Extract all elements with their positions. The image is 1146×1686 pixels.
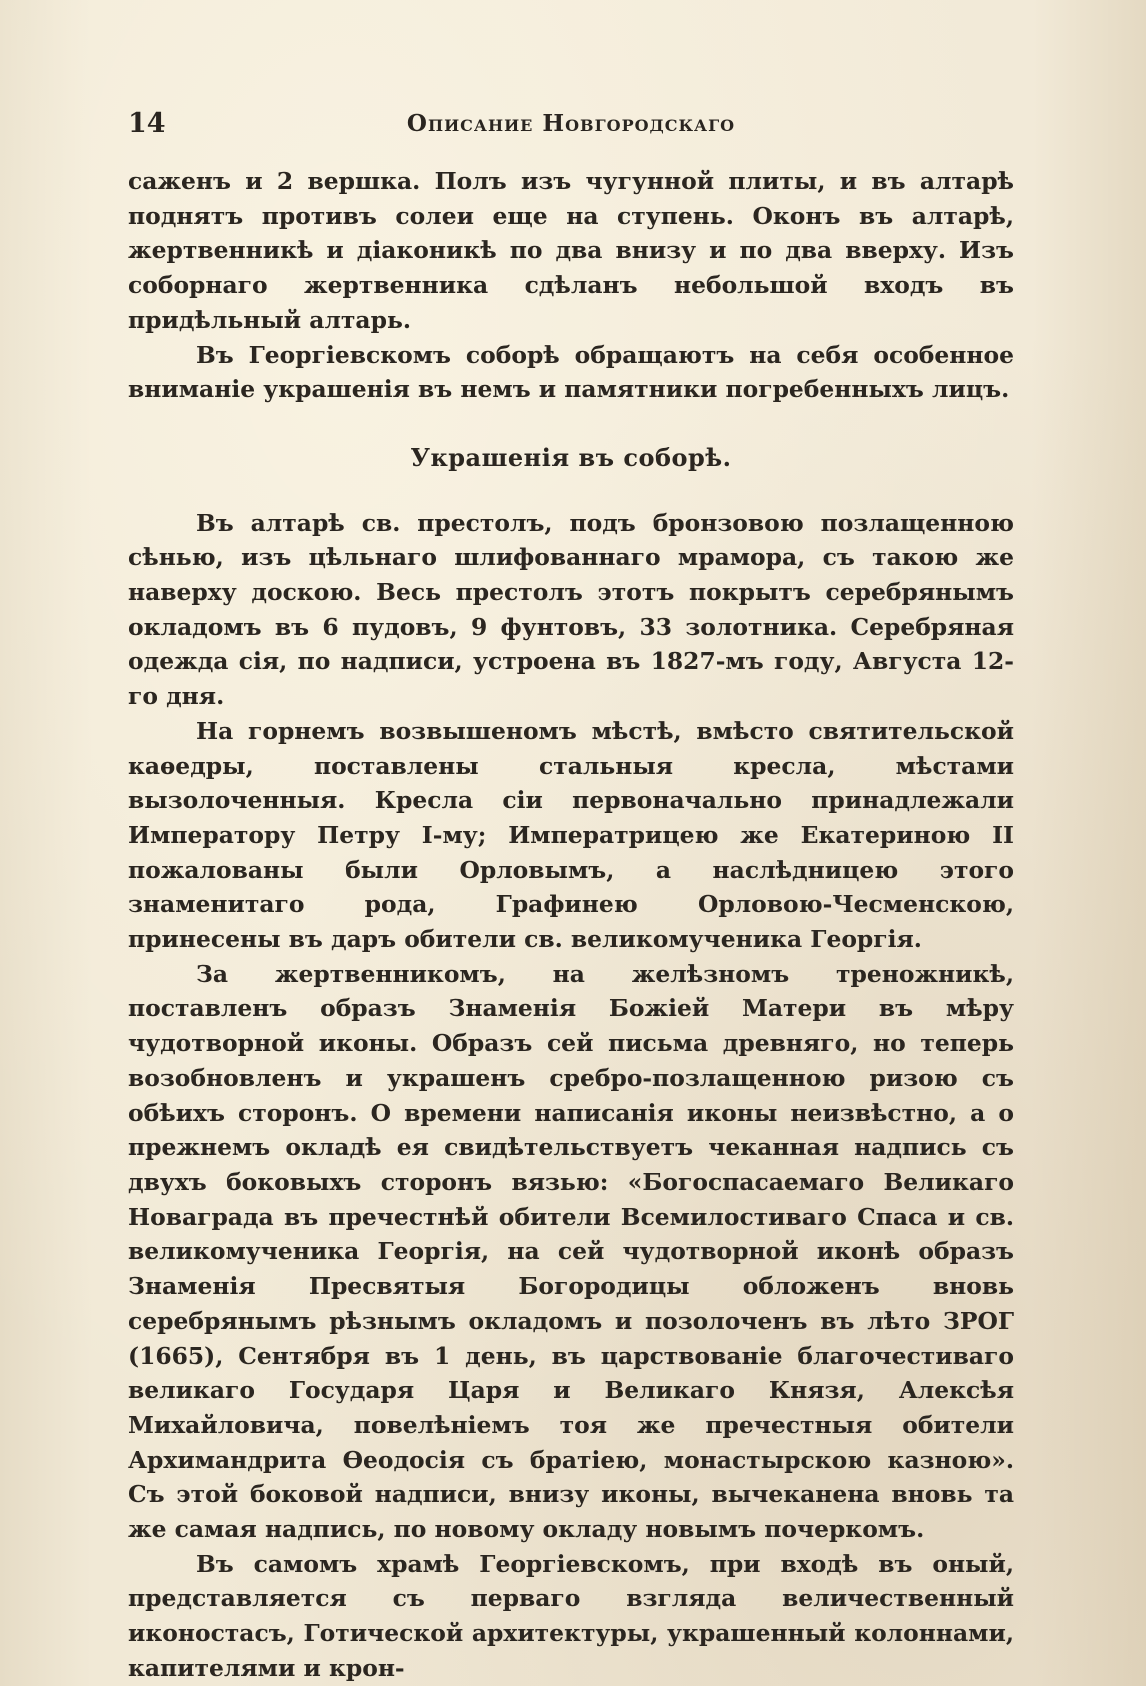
paragraph: саженъ и 2 вершка. Полъ изъ чугунной плиты, и въ алтарѣ поднятъ противъ солеи еще на ступень. Оконъ въ алтарѣ, жертвенникѣ и діаконикѣ по два внизу и по два вверху. Изъ соборнаго жертвенника сдѣланъ небольшой входъ въ придѣльный алтарь. <box>128 167 1014 334</box>
page-header <box>128 108 1014 148</box>
paragraph: Въ самомъ храмѣ Георгіевскомъ, при входѣ въ оный, представляется съ перваго взгляда величественный иконостасъ, Готической архитектуры, украшенный колоннами, капителями и крон- <box>128 1549 1014 1682</box>
paragraph: Въ алтарѣ св. престолъ, подъ бронзовою позлащенною сѣнью, изъ цѣльнаго шлифованнаго мрамора, съ такою же наверху доскою. Весь престолъ этотъ покрытъ серебрянымъ окладомъ въ 6 пудовъ, 9 фунтовъ, 33 золотника. Серебряная одежда сія, по надписи, устроена въ 1827-мъ году, Августа 12-го дня. <box>128 508 1014 711</box>
paragraph: Въ Георгіевскомъ соборѣ обращаютъ на себя особенное вниманіе украшенія въ немъ и памятники погребенныхъ лицъ. <box>128 340 1014 404</box>
paragraph: На горнемъ возвышеномъ мѣстѣ, вмѣсто святительской каѳедры, поставлены стальныя кресла, мѣстами вызолоченныя. Кресла сіи первоначально принадлежали Императору Петру I-му; Императрицею же Екатериною II пожалованы были Орловымъ, а наслѣдницею этого знаменитаго рода, Графинею Орловою-Чесменскою, принесены въ даръ обители св. великомученика Георгія. <box>128 716 1014 954</box>
section-heading: Украшенія въ соборѣ. <box>410 442 732 472</box>
page-body <box>128 164 1014 1686</box>
running-title: Описание Новгородскаго <box>406 110 736 137</box>
paragraph: За жертвенникомъ, на желѣзномъ треножникѣ, поставленъ образъ Знаменія Божіей Матери въ мѣру чудотворной иконы. Образъ сей письма древняго, но теперь возобновленъ и украшенъ сребро-позлащенною ризою съ обѣихъ сторонъ. О времени написанія иконы неизвѣстно, а о прежнемъ окладѣ ея свидѣтельствуетъ чеканная надпись съ двухъ боковыхъ сторонъ вязью: «Богоспасаемаго Великаго Новаграда въ пречестнѣй обители Всемилостиваго Спаса и св. великомученика Георгія, на сей чудотворной иконѣ образъ Знаменія Пресвятыя Богородицы обложенъ вновь серебрянымъ рѣзнымъ окладомъ и позолоченъ въ лѣто ЗРОГ (1665), Сентября въ 1 день, въ царствованіе благочестиваго великаго Государя Царя и Великаго Князя, Алексѣя Михайловича, повелѣніемъ тоя же пречестныя обители Архимандрита Ѳеодосія съ братіею, монастырскою казною». Съ этой боковой надписи, внизу иконы, вычеканена вновь та же самая надпись, по новому окладу новымъ почеркомъ. <box>128 959 1014 1544</box>
page-number: 14 <box>128 108 166 139</box>
